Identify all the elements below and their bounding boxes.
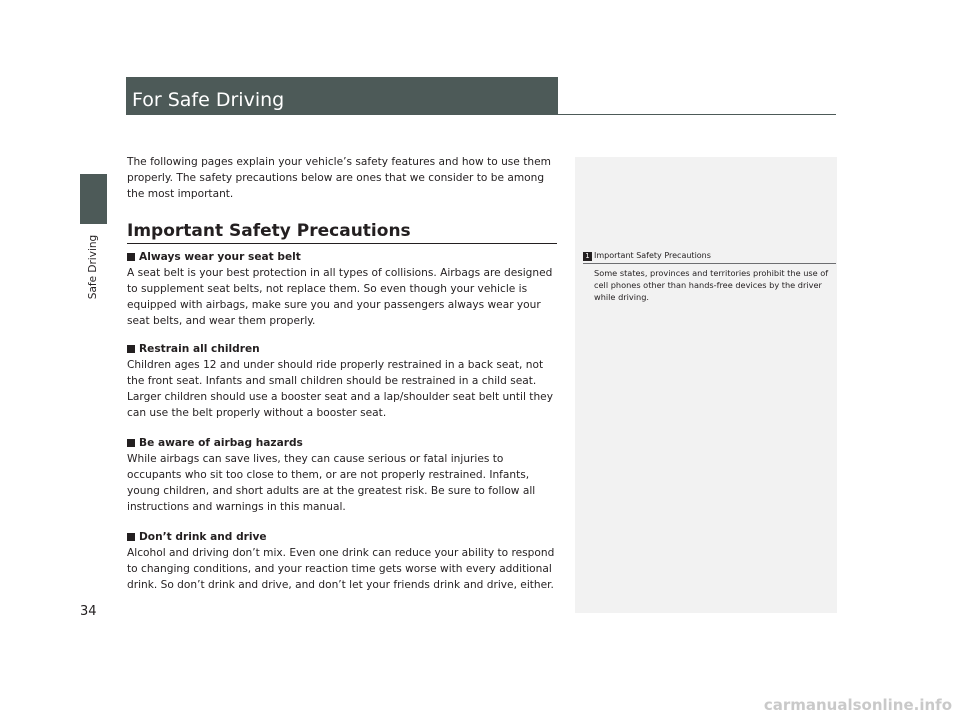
intro-paragraph: The following pages explain your vehicle’s safety features and how to use them properly. The safety precautions below are ones that we consider to be among the most important. <box>127 156 551 200</box>
precaution-title <box>127 529 559 545</box>
precaution-children <box>127 341 559 421</box>
precaution-title-text: Always wear your seat belt <box>139 251 301 263</box>
section-heading-rule <box>127 243 557 244</box>
chapter-tab <box>80 174 107 224</box>
precaution-title <box>127 435 559 451</box>
bullet-square-icon <box>127 533 135 541</box>
notes-panel <box>575 157 837 613</box>
bullet-square-icon <box>127 253 135 261</box>
note-title: Important Safety Precautions <box>594 251 711 260</box>
bullet-square-icon <box>127 345 135 353</box>
precaution-body: While airbags can save lives, they can cause serious or fatal injuries to occupants who sit too close to them, or are not properly restrained. Infants, young children, and short adults are at the greatest risk. Be sure to follow all instructions and warnings in this manual. <box>127 453 536 513</box>
page-title: For Safe Driving <box>132 89 285 111</box>
precaution-body: Children ages 12 and under should ride properly restrained in a back seat, not the front seat. Infants and small children should be restrained in a child seat. Larger children should use a booster seat and a lap/shoulder seat belt until they can use the belt properly without a booster seat. <box>127 359 553 419</box>
header-rule <box>558 114 836 115</box>
chapter-label-text: Safe Driving <box>87 234 99 300</box>
precaution-seat-belt <box>127 249 559 329</box>
precaution-body: A seat belt is your best protection in all types of collisions. Airbags are designed to supplement seat belts, not replace them. So even though your vehicle is equipped with airbags, make sure you and your passengers always wear your seat belts, and wear them properly. <box>127 267 553 327</box>
precaution-drink-drive <box>127 529 559 593</box>
precaution-title-text: Don’t drink and drive <box>139 531 267 543</box>
precaution-title-text: Be aware of airbag hazards <box>139 437 303 449</box>
bullet-square-icon <box>127 439 135 447</box>
precaution-body: Alcohol and driving don’t mix. Even one drink can reduce your ability to respond to changing conditions, and your reaction time gets worse with every additional drink. So don’t drink and drive, and don’t let your friends drink and drive, either. <box>127 547 555 591</box>
note-heading <box>583 251 711 261</box>
precaution-airbags <box>127 435 559 515</box>
precaution-title <box>127 341 559 357</box>
note-rule <box>583 263 836 264</box>
section-heading: Important Safety Precautions <box>127 221 411 241</box>
page-number: 34 <box>80 604 97 619</box>
note-number-icon: 1 <box>583 252 592 261</box>
watermark: carmanualsonline.info <box>763 696 952 714</box>
precaution-title-text: Restrain all children <box>139 343 260 355</box>
precaution-title <box>127 249 559 265</box>
note-body: Some states, provinces and territories prohibit the use of cell phones other than hands-free devices by the driver while driving. <box>594 268 829 302</box>
